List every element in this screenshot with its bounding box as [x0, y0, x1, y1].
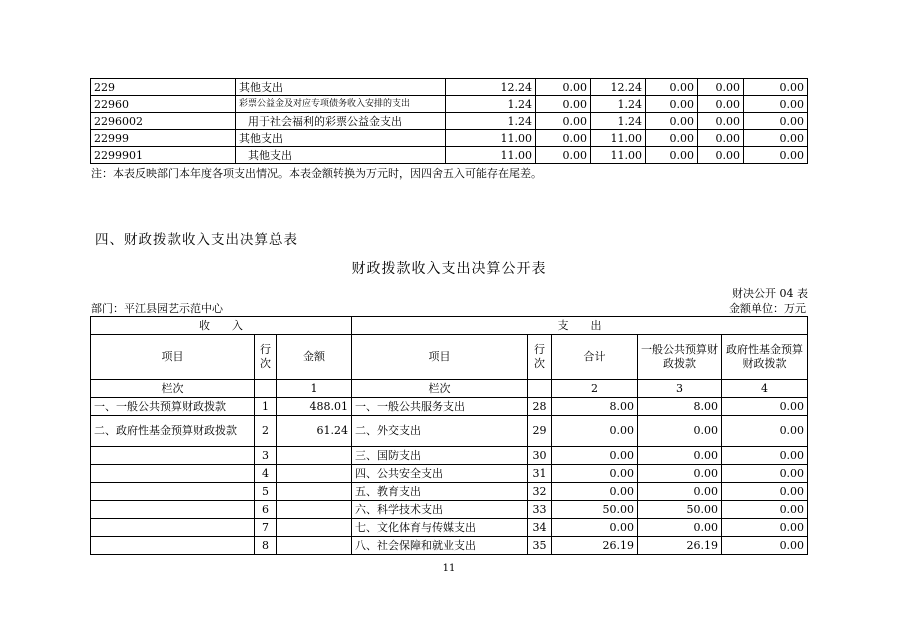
- income-row-no: 4: [255, 465, 277, 483]
- amount-cell: 1.24: [591, 96, 646, 113]
- amount-cell: 0.00: [536, 79, 591, 96]
- total-amount: 0.00: [552, 483, 638, 501]
- fund-amount: 0.00: [722, 398, 808, 416]
- table-row: [91, 465, 808, 483]
- table-row: [91, 130, 808, 147]
- income-amount: [277, 447, 352, 465]
- general-amount: 26.19: [638, 537, 722, 555]
- income-amount: [277, 537, 352, 555]
- general-amount: 0.00: [638, 447, 722, 465]
- amount-cell: 12.24: [446, 79, 536, 96]
- amount-cell: 0.00: [646, 147, 698, 164]
- income-row-no: 7: [255, 519, 277, 537]
- expense-item: 三、国防支出: [352, 447, 528, 465]
- amount-cell: 12.24: [591, 79, 646, 96]
- amount-cell: 11.00: [446, 147, 536, 164]
- amount-cell: 0.00: [698, 96, 744, 113]
- amount-cell: 11.00: [591, 130, 646, 147]
- table-row: [91, 113, 808, 130]
- amount-cell: 1.24: [446, 113, 536, 130]
- general-amount: 0.00: [638, 519, 722, 537]
- expense-row-no: 33: [528, 501, 552, 519]
- form-id: 财决公开 04 表: [732, 287, 808, 300]
- income-item: [91, 519, 255, 537]
- amount-cell: 0.00: [744, 113, 808, 130]
- header-row: [91, 317, 808, 335]
- expense-row-no: 34: [528, 519, 552, 537]
- expense-item: 二、外交支出: [352, 416, 528, 447]
- expense-row-no: 31: [528, 465, 552, 483]
- amount-cell: 0.00: [744, 147, 808, 164]
- unit-label: 金额单位：万元: [729, 302, 806, 315]
- income-item: 二、政府性基金预算财政拨款: [91, 416, 255, 447]
- amount-cell: 0.00: [646, 96, 698, 113]
- table-row: [91, 147, 808, 164]
- expense-row-no: 30: [528, 447, 552, 465]
- table-row: [91, 501, 808, 519]
- amount-cell: 1.24: [446, 96, 536, 113]
- income-header: 收 入: [91, 317, 352, 335]
- expense-item: 五、教育支出: [352, 483, 528, 501]
- income-item: 一、一般公共预算财政拨款: [91, 398, 255, 416]
- fiscal-appropriation-table: [90, 316, 808, 555]
- amount-cell: 0.00: [744, 130, 808, 147]
- income-item: [91, 483, 255, 501]
- total-amount: 0.00: [552, 465, 638, 483]
- amount-cell: 0.00: [646, 113, 698, 130]
- income-row-no: 6: [255, 501, 277, 519]
- expense-item: 四、公共安全支出: [352, 465, 528, 483]
- income-amount: 61.24: [277, 416, 352, 447]
- amount-cell: 0.00: [744, 96, 808, 113]
- subject-code: 22999: [91, 130, 236, 147]
- general-amount: 50.00: [638, 501, 722, 519]
- income-item: [91, 501, 255, 519]
- fund-amount: 0.00: [722, 465, 808, 483]
- section-title: 四、财政拨款收入支出决算总表: [95, 232, 298, 248]
- general-amount: 8.00: [638, 398, 722, 416]
- general-amount: 0.00: [638, 416, 722, 447]
- expense-row-no: 32: [528, 483, 552, 501]
- income-amount: [277, 501, 352, 519]
- expenditure-detail-table: [90, 78, 808, 164]
- amount-cell: 0.00: [646, 130, 698, 147]
- header-row: [91, 335, 808, 380]
- page-number: 11: [442, 563, 456, 574]
- amount-cell: 0.00: [536, 130, 591, 147]
- table-row: [91, 483, 808, 501]
- income-row-no: 8: [255, 537, 277, 555]
- table-row: [91, 447, 808, 465]
- expense-item: 一、一般公共服务支出: [352, 398, 528, 416]
- column-index: 2: [552, 380, 638, 398]
- fund-amount: 0.00: [722, 537, 808, 555]
- lanci-label: 栏次: [352, 380, 528, 398]
- subject-name: 其他支出: [236, 79, 446, 96]
- lanci-label: 栏次: [91, 380, 255, 398]
- fund-amount: 0.00: [722, 519, 808, 537]
- subject-code: 2296002: [91, 113, 236, 130]
- general-amount: 0.00: [638, 465, 722, 483]
- expense-item: 八、社会保障和就业支出: [352, 537, 528, 555]
- total-amount: 0.00: [552, 519, 638, 537]
- subject-code: 2299901: [91, 147, 236, 164]
- column-index-row: [91, 380, 808, 398]
- expense-item: 六、科学技术支出: [352, 501, 528, 519]
- total-amount: 0.00: [552, 416, 638, 447]
- income-row-no: 3: [255, 447, 277, 465]
- income-amount: [277, 519, 352, 537]
- amount-cell: 0.00: [536, 113, 591, 130]
- amount-cell: 11.00: [591, 147, 646, 164]
- amount-cell: 0.00: [744, 79, 808, 96]
- table-row: [91, 416, 808, 447]
- expense-header: 支 出: [352, 317, 808, 335]
- amount-cell: 0.00: [698, 79, 744, 96]
- fund-budget-header: 政府性基金预算财政拨款: [722, 335, 808, 380]
- total-amount: 0.00: [552, 447, 638, 465]
- amount-cell: 0.00: [698, 130, 744, 147]
- income-item: [91, 447, 255, 465]
- total-amount: 8.00: [552, 398, 638, 416]
- table-note: 注：本表反映部门本年度各项支出情况。本表金额转换为万元时，因四舍五入可能存在尾差。: [91, 167, 542, 180]
- expense-row-no: 29: [528, 416, 552, 447]
- amount-cell: 0.00: [646, 79, 698, 96]
- amount-header: 金额: [277, 335, 352, 380]
- amount-cell: 1.24: [591, 113, 646, 130]
- fund-amount: 0.00: [722, 501, 808, 519]
- income-amount: [277, 483, 352, 501]
- total-amount: 50.00: [552, 501, 638, 519]
- department-label: 部门：平江县园艺示范中心: [91, 302, 223, 315]
- expense-row-no: 28: [528, 398, 552, 416]
- amount-cell: 0.00: [698, 113, 744, 130]
- item-header: 项目: [91, 335, 255, 380]
- subject-code: 229: [91, 79, 236, 96]
- income-row-no: 2: [255, 416, 277, 447]
- table-row: [91, 398, 808, 416]
- item-header: 项目: [352, 335, 528, 380]
- table-row: [91, 96, 808, 113]
- table-row: [91, 79, 808, 96]
- row-no-header: 行次: [528, 335, 552, 380]
- fund-amount: 0.00: [722, 483, 808, 501]
- amount-cell: 0.00: [536, 96, 591, 113]
- income-row-no: 1: [255, 398, 277, 416]
- subject-name: 其他支出: [236, 130, 446, 147]
- income-row-no: 5: [255, 483, 277, 501]
- column-index: 1: [277, 380, 352, 398]
- subject-name: 其他支出: [236, 147, 446, 164]
- fund-amount: 0.00: [722, 447, 808, 465]
- column-index: 3: [638, 380, 722, 398]
- general-amount: 0.00: [638, 483, 722, 501]
- expense-row-no: 35: [528, 537, 552, 555]
- total-header: 合计: [552, 335, 638, 380]
- amount-cell: 11.00: [446, 130, 536, 147]
- income-item: [91, 465, 255, 483]
- fund-amount: 0.00: [722, 416, 808, 447]
- subject-name: 彩票公益金及对应专项债务收入安排的支出: [236, 96, 446, 113]
- total-amount: 26.19: [552, 537, 638, 555]
- subject-name: 用于社会福利的彩票公益金支出: [236, 113, 446, 130]
- income-item: [91, 537, 255, 555]
- table-row: [91, 537, 808, 555]
- amount-cell: 0.00: [698, 147, 744, 164]
- row-no-header: 行次: [255, 335, 277, 380]
- general-budget-header: 一般公共预算财政拨款: [638, 335, 722, 380]
- subject-code: 22960: [91, 96, 236, 113]
- column-index: 4: [722, 380, 808, 398]
- amount-cell: 0.00: [536, 147, 591, 164]
- table-title: 财政拨款收入支出决算公开表: [351, 261, 547, 277]
- expense-item: 七、文化体育与传媒支出: [352, 519, 528, 537]
- income-amount: 488.01: [277, 398, 352, 416]
- income-amount: [277, 465, 352, 483]
- table-row: [91, 519, 808, 537]
